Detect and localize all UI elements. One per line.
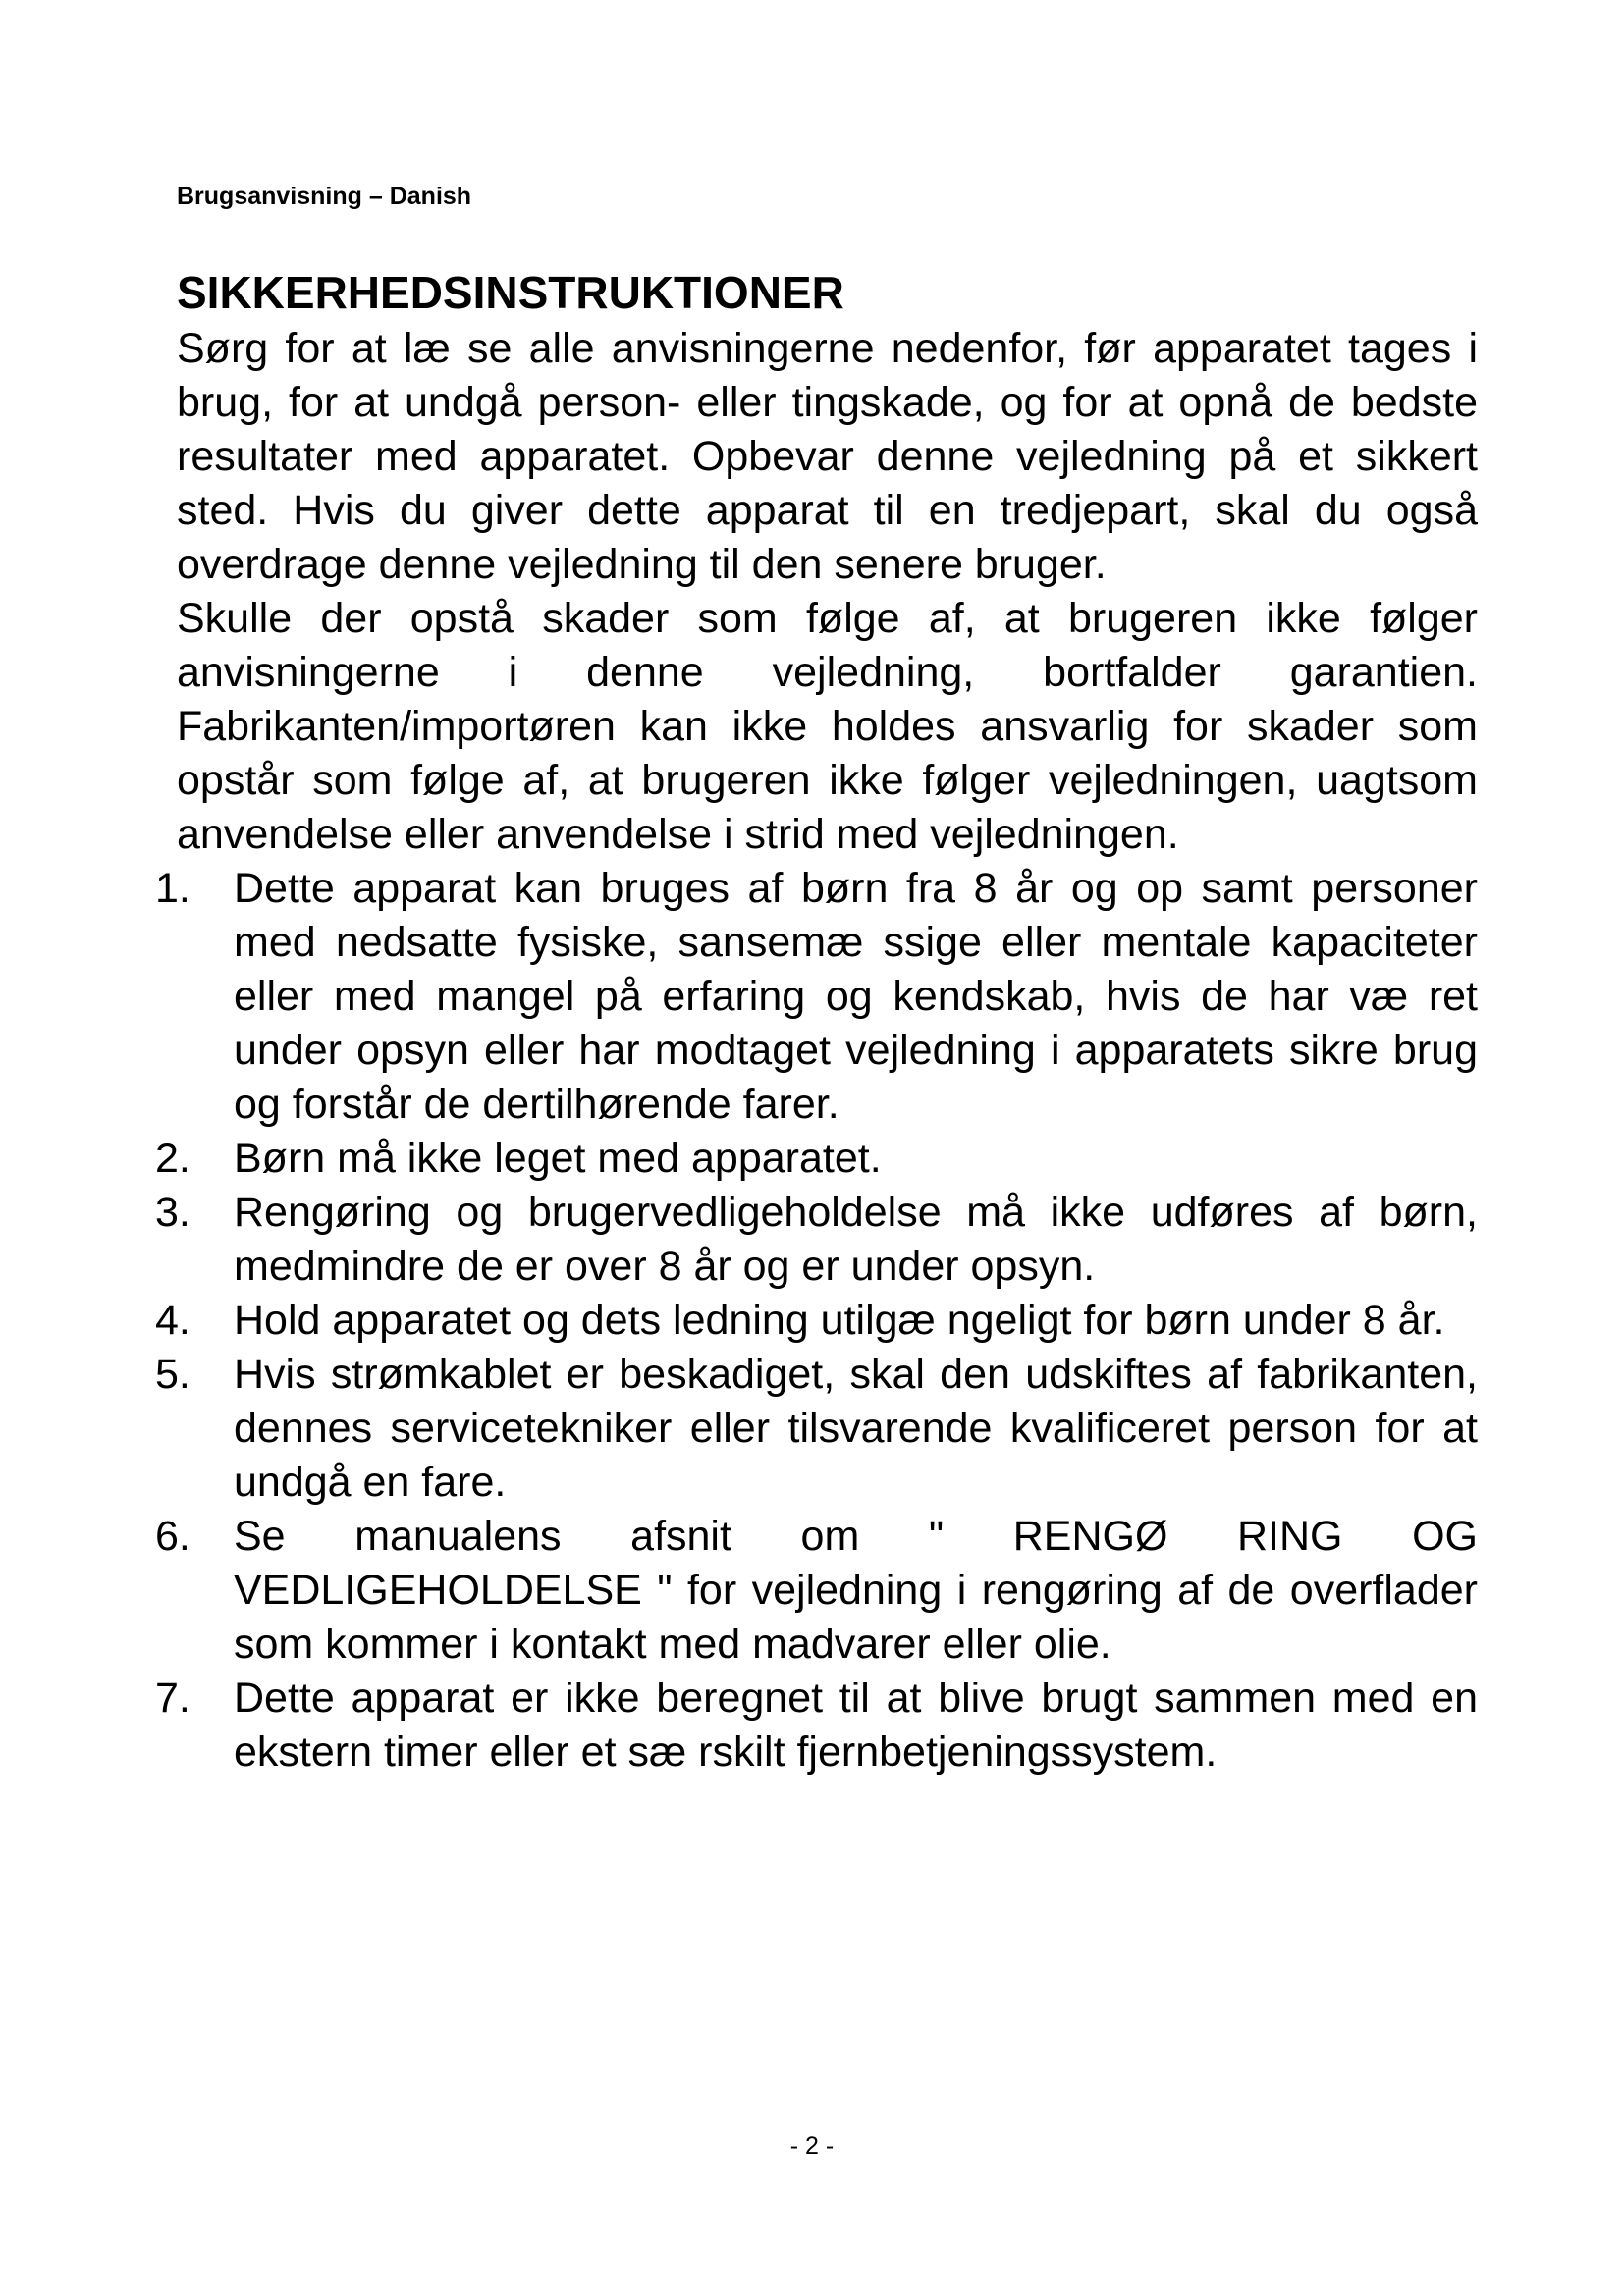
list-item-number: 4.	[155, 1297, 190, 1344]
list-item-number: 2.	[155, 1135, 190, 1182]
list-item-text: Børn må ikke leget med apparatet.	[234, 1135, 882, 1182]
list-item-text: Dette apparat er ikke beregnet til at blive brugt sammen med en ekstern timer eller et sæ rskilt fjernbetjeningssystem.	[234, 1675, 1478, 1776]
list-item-text: Dette apparat kan bruges af børn fra 8 år og op samt personer med nedsatte fysiske, sansemæ ssige eller mentale kapaciteter eller med mangel på erfaring og kendskab, hvis de har væ ret under opsyn eller har modtaget vejledning i apparatets sikre brug og forstår de dertilhørende farer.	[234, 865, 1478, 1128]
list-item	[155, 862, 1478, 1132]
list-item-number: 1.	[155, 865, 190, 912]
list-item-text: Hold apparatet og dets ledning utilgæ ngeligt for børn under 8 år.	[234, 1297, 1445, 1344]
list-item	[155, 1672, 1478, 1780]
list-item	[155, 1294, 1478, 1348]
section-title: SIKKERHEDSINSTRUKTIONER	[177, 267, 844, 318]
list-item	[155, 1348, 1478, 1510]
list-item-number: 6.	[155, 1513, 190, 1560]
list-item-number: 3.	[155, 1189, 190, 1236]
intro-paragraph: Sørg for at læ se alle anvisningerne nedenfor, før apparatet tages i brug, for at undgå person- eller tingskade, og for at opnå de bedste resultater med apparatet. Opbevar denne vejledning på et sikkert sted. Hvis du giver dette apparat til en tredjepart, skal du også overdrage denne vejledning til den senere bruger.	[177, 325, 1478, 588]
list-item-number: 7.	[155, 1675, 190, 1722]
page-number: - 2 -	[789, 2132, 835, 2160]
list-item-text: Se manualens afsnit om " RENGØ RING OG VEDLIGEHOLDELSE " for vejledning i rengøring af de overflader som kommer i kontakt med madvarer eller olie.	[234, 1513, 1478, 1668]
list-item	[155, 1186, 1478, 1294]
warranty-paragraph: Skulle der opstå skader som følge af, at brugeren ikke følger anvisningerne i denne vejledning, bortfalder garantien. Fabrikanten/importøren kan ikke holdes ansvarlig for skader som opstår som følge af, at brugeren ikke følger vejledningen, uagtsom anvendelse eller anvendelse i strid med vejledningen.	[177, 595, 1478, 858]
list-item	[155, 1132, 1478, 1186]
list-item-number: 5.	[155, 1351, 190, 1398]
document-language-label: Brugsanvisning – Danish	[177, 183, 472, 210]
list-item-text: Rengøring og brugervedligeholdelse må ikke udføres af børn, medmindre de er over 8 år og er under opsyn.	[234, 1189, 1478, 1290]
list-item-text: Hvis strømkablet er beskadiget, skal den udskiftes af fabrikanten, dennes servicetekniker eller tilsvarende kvalificeret person for at undgå en fare.	[234, 1351, 1478, 1506]
safety-instructions-list	[155, 862, 1478, 1780]
list-item	[155, 1510, 1478, 1672]
safety-section	[155, 265, 1478, 1780]
